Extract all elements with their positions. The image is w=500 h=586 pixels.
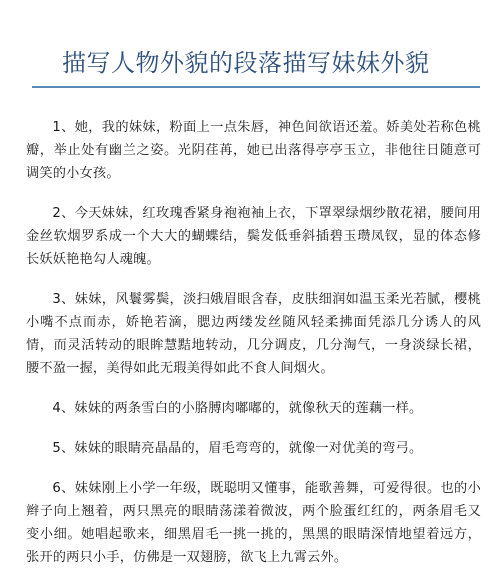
- page-title: 描写人物外貌的段落描写妹妹外貌: [62, 49, 430, 77]
- title-underline: [32, 86, 480, 88]
- paragraph-2: 2、今天妹妹，红玫瑰香紧身袍袍袖上衣，下罩翠绿烟纱散花裙，腰间用金丝软烟罗系成一个大大的蝴蝶结，鬓发低垂斜插碧玉瓒凤钗，显的体态修长妖妖艳艳勾人魂魄。: [26, 206, 481, 267]
- paragraph-3: 3、妹妹，风鬟雾鬓，淡扫娥眉眼含春，皮肤细润如温玉柔光若腻，樱桃小嘴不点而赤，娇艳若滴，腮边两缕发丝随风轻柔拂面凭添几分诱人的风情，而灵活转动的眼眸慧黠地转动，几分调皮，几分淘气，一身淡绿长裙，腰不盈一握，美得如此无瑕美得如此不食人间烟火。: [26, 292, 481, 376]
- paragraph-4: 4、妹妹的两条雪白的小胳膊肉嘟嘟的，就像秋天的莲藕一样。: [52, 401, 423, 416]
- article-body: [26, 116, 481, 586]
- paragraph-5: 5、妹妹的眼睛亮晶晶的，眉毛弯弯的，就像一对优美的弯弓。: [52, 441, 423, 456]
- paragraph-1: 1、她，我的妹妹，粉面上一点朱唇，神色间欲语还羞。娇美处若称色桃瓣，举止处有幽兰之姿。光阴荏苒，她已出落得亭亭玉立，非他往日随意可调笑的小女孩。: [26, 120, 481, 181]
- paragraph-6: 6、妹妹刚上小学一年级，既聪明又懂事，能歌善舞，可爱得很。也的小辫子向上翘着，两只黑亮的眼睛荡漾着微波，两个脸蛋红红的，两条眉毛又变小细。她唱起歌来，细黑眉毛一挑一挑的，黑黑的眼睛深情地望着远方，张开的两只小手，仿佛是一双翅膀，欲飞上九霄云外。: [26, 481, 481, 565]
- title-bar: [32, 44, 480, 88]
